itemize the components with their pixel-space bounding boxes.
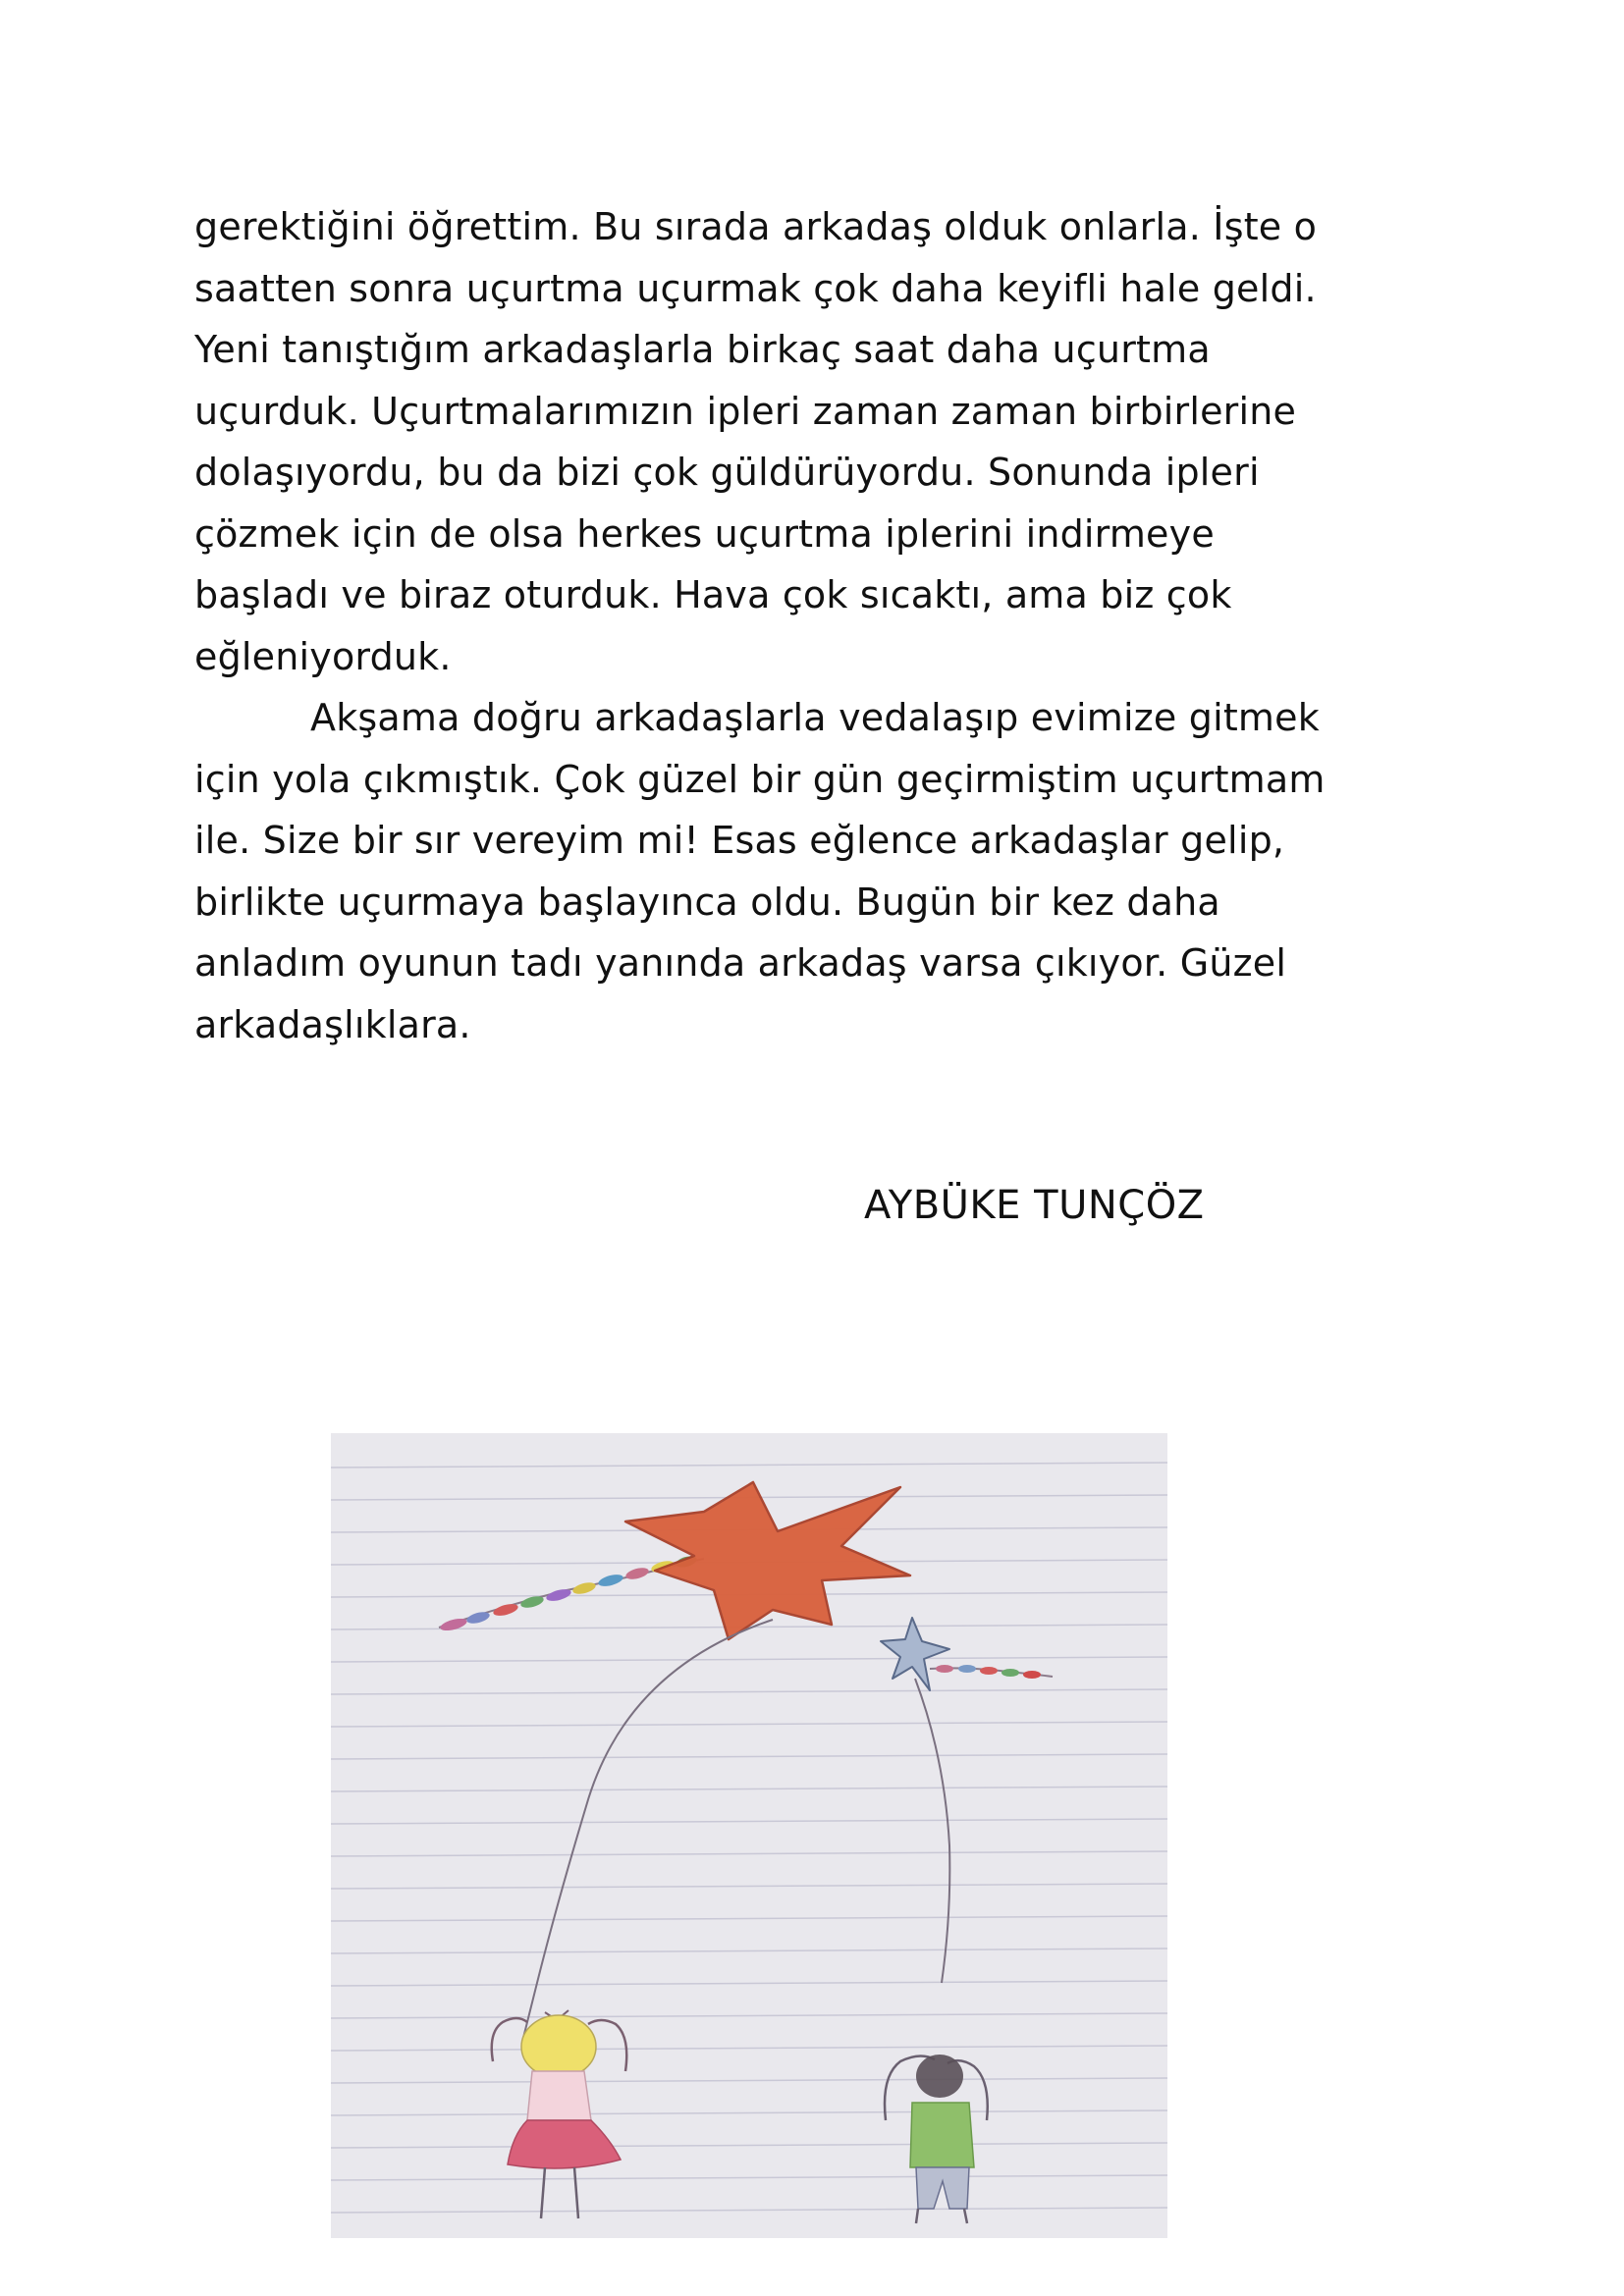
story-line: Akşama doğru arkadaşlarla vedalaşıp evimize gitmek	[310, 696, 1320, 739]
story-line: birlikte uçurmaya başlayınca oldu. Bugün bir kez daha	[194, 880, 1220, 924]
kite-drawing	[331, 1433, 1167, 2238]
left-kite-string	[522, 1620, 773, 2042]
story-line: eğleniyorduk.	[194, 634, 452, 678]
story-line: gerektiğini öğrettim. Bu sırada arkadaş olduk onlarla. İşte o	[194, 205, 1318, 248]
story-line: başladı ve biraz oturduk. Hava çok sıcaktı, ama biz çok	[194, 573, 1232, 616]
story-line: arkadaşlıklara.	[194, 1002, 471, 1046]
story-line: uçurduk. Uçurtmalarımızın ipleri zaman zaman birbirlerine	[194, 389, 1297, 433]
right-kite-string	[915, 1679, 949, 1983]
story-line: için yola çıkmıştık. Çok güzel bir gün geçirmiştim uçurtmam	[194, 757, 1326, 801]
right-kite-tail	[930, 1665, 1053, 1679]
left-kite	[625, 1482, 910, 1639]
story-line: saatten sonra uçurtma uçurmak çok daha keyifli hale geldi.	[194, 266, 1317, 310]
story-line: anladım oyunun tadı yanında arkadaş varsa çıkıyor. Güzel	[194, 941, 1287, 985]
story-line: Yeni tanıştığım arkadaşlarla birkaç saat daha uçurtma	[194, 328, 1211, 371]
story-line: çözmek için de olsa herkes uçurtma iplerini indirmeye	[194, 511, 1215, 556]
story-line: ile. Size bir sır vereyim mi! Esas eğlence arkadaşlar gelip,	[194, 819, 1285, 862]
author-name: AYBÜKE TUNÇÖZ	[864, 1183, 1205, 1228]
story-text	[194, 196, 1471, 1055]
story-line: dolaşıyordu, bu da bizi çok güldürüyordu. Sonunda ipleri	[194, 451, 1260, 494]
